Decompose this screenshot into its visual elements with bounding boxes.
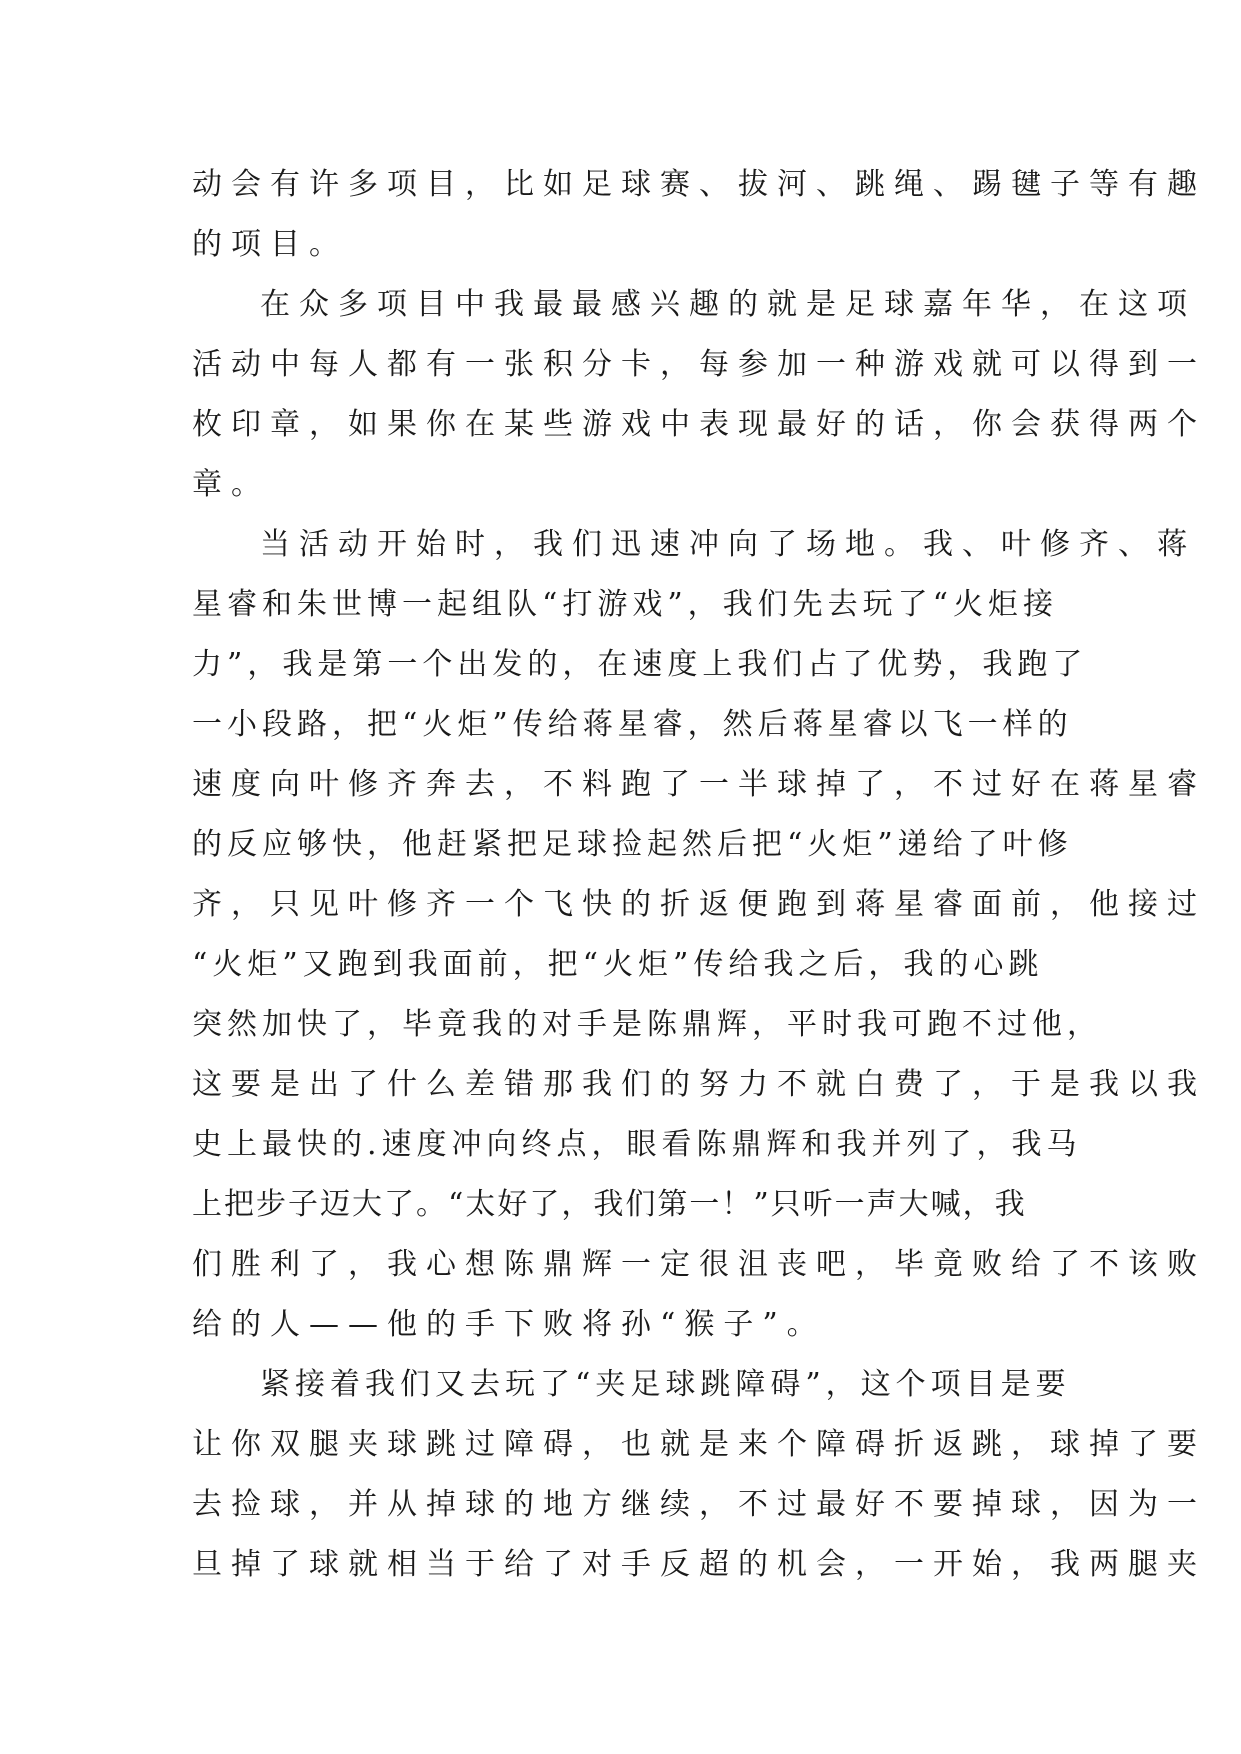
text-line: 枚印章，如果你在某些游戏中表现最好的话，你会获得两个 [192, 407, 1206, 442]
text-line: 旦掉了球就相当于给了对手反超的机会，一开始，我两腿夹 [192, 1547, 1206, 1582]
text-line: 的反应够快，他赶紧把足球捡起然后把“火炬”递给了叶修 [192, 827, 1073, 862]
paragraph-first-line: 紧接着我们又去玩了“夹足球跳障碍”，这个项目是要 [260, 1367, 1071, 1402]
text-line: 星睿和朱世博一起组队“打游戏”，我们先去玩了“火炬接 [192, 587, 1059, 622]
text-line: 齐，只见叶修齐一个飞快的折返便跑到蒋星睿面前，他接过 [192, 887, 1206, 922]
text-line: 的项目。 [192, 227, 348, 262]
text-line: 给的人——他的手下败将孙“猴子”。 [192, 1307, 826, 1342]
paragraph-first-line: 在众多项目中我最最感兴趣的就是足球嘉年华，在这项 [260, 287, 1196, 322]
text-line: 一小段路，把“火炬”传给蒋星睿，然后蒋星睿以飞一样的 [192, 707, 1073, 742]
text-line: 章。 [192, 467, 270, 502]
text-line: “火炬”又跑到我面前，把“火炬”传给我之后，我的心跳 [192, 947, 1044, 982]
text-line: 上把步子迈大了。“太好了，我们第一！”只听一声大喊，我 [192, 1187, 1027, 1222]
text-line: 让你双腿夹球跳过障碍，也就是来个障碍折返跳，球掉了要 [192, 1427, 1206, 1462]
text-line: 这要是出了什么差错那我们的努力不就白费了，于是我以我 [192, 1067, 1206, 1102]
paragraph-first-line: 当活动开始时，我们迅速冲向了场地。我、叶修齐、蒋 [260, 527, 1196, 562]
text-line: 突然加快了，毕竟我的对手是陈鼎辉，平时我可跑不过他， [192, 1007, 1102, 1042]
text-line: 们胜利了，我心想陈鼎辉一定很沮丧吧，毕竟败给了不该败 [192, 1247, 1206, 1282]
text-line: 活动中每人都有一张积分卡，每参加一种游戏就可以得到一 [192, 347, 1206, 382]
body-text [192, 155, 1206, 1595]
text-line: 力”，我是第一个出发的，在速度上我们占了优势，我跑了 [192, 647, 1088, 682]
text-line: 去捡球，并从掉球的地方继续，不过最好不要掉球，因为一 [192, 1487, 1206, 1522]
text-line: 动会有许多项目，比如足球赛、拔河、跳绳、踢毽子等有趣 [192, 167, 1206, 202]
text-line: 史上最快的.速度冲向终点，眼看陈鼎辉和我并列了，我马 [192, 1127, 1082, 1162]
text-line: 速度向叶修齐奔去，不料跑了一半球掉了，不过好在蒋星睿 [192, 767, 1206, 802]
